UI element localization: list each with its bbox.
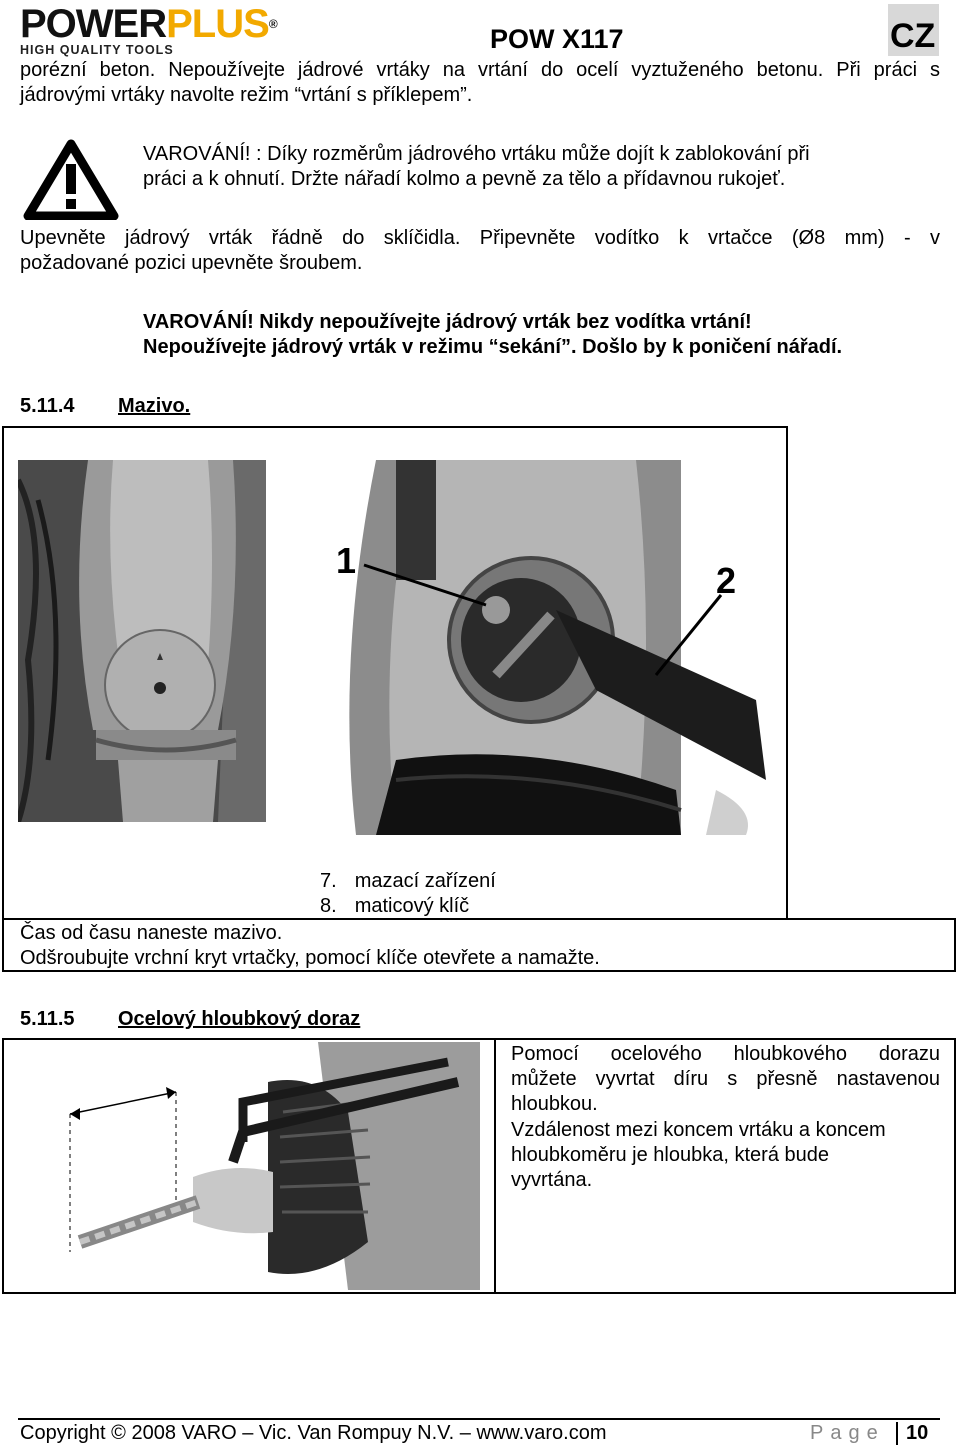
lube-note-2: Odšroubujte vrchní kryt vrtačky, pomocí klíče otevřete a namažte. <box>20 947 600 969</box>
table-row-border <box>2 918 956 920</box>
logo-registered: ® <box>268 17 277 31</box>
legend-item-7 <box>320 869 496 894</box>
depth-table-divider <box>494 1038 496 1294</box>
depth-desc-1-line-1: Pomocí ocelového hloubkového dorazu <box>511 1043 940 1065</box>
intro-line-2: jádrovými vrtáky navolte režim “vrtání s příklepem”. <box>20 84 473 106</box>
intro-line-1: porézní beton. Nepoužívejte jádrové vrtáky na vrtání do ocelí vyztuženého betonu. Při práci s <box>20 59 940 81</box>
table-right-border <box>954 918 956 972</box>
section-number-depth: 5.11.5 <box>20 1008 75 1030</box>
footer-divider <box>18 1418 940 1420</box>
depth-stop-illustration <box>18 1042 480 1290</box>
section-title-lube: Mazivo. <box>118 395 191 417</box>
logo-plus: PLUS <box>166 2 269 46</box>
lube-note-1: Čas od času naneste mazivo. <box>20 922 283 944</box>
depth-desc-1-line-3: hloubkou. <box>511 1093 598 1115</box>
legend-text: maticový klíč <box>354 895 470 917</box>
depth-desc-2-line-1: Vzdálenost mezi koncem vrtáku a koncem <box>511 1119 886 1141</box>
depth-desc-2-line-3: vyvrtána. <box>511 1169 593 1191</box>
legend-text: mazací zařízení <box>354 870 496 892</box>
model-title: POW X117 <box>490 24 624 54</box>
brand-logo <box>20 4 277 57</box>
table-top-border <box>2 426 788 428</box>
page-label: Page <box>810 1422 885 1444</box>
legend-num: 7. <box>320 870 337 892</box>
depth-desc-1-line-2: můžete vyvrtat díru s přesně nastavenou <box>511 1068 940 1090</box>
logo-tagline: HIGH QUALITY TOOLS <box>20 43 174 57</box>
section-number-lube: 5.11.4 <box>20 395 75 417</box>
wrench-open-illustration <box>336 460 772 835</box>
depth-desc-2-line-2: hloubkoměru je hloubka, která bude <box>511 1144 829 1166</box>
warning-2-line-2: Nepoužívejte jádrový vrták v režimu “sekání”. Došlo by k poničení nářadí. <box>143 336 843 358</box>
table-middle-border <box>786 426 788 920</box>
warning-1-line-2: práci a k ohnutí. Držte nářadí kolmo a pevně za tělo a přídavnou rukojeť. <box>143 168 786 190</box>
page-number: 10 <box>896 1422 928 1445</box>
mount-line-1: Upevněte jádrový vrták řádně do sklíčidla. Připevněte vodítko k vrtačce (Ø8 mm) - v <box>20 227 940 249</box>
photo-depth-stop <box>18 1042 480 1290</box>
drill-cover-illustration <box>18 460 266 822</box>
callout-2: 2 <box>716 560 737 601</box>
mount-line-2: požadované pozici upevněte šroubem. <box>20 252 363 274</box>
photo-drill-cover <box>18 460 266 822</box>
warning-2-line-1: VAROVÁNÍ! Nikdy nepoužívejte jádrový vrták bez vodítka vrtání! <box>143 311 752 333</box>
callout-1: 1 <box>336 540 357 581</box>
warning-triangle-icon <box>22 138 120 220</box>
warning-1-line-1: VAROVÁNÍ! : Díky rozměrům jádrového vrtáku může dojít k zablokování při <box>143 143 810 165</box>
legend-num: 8. <box>320 895 337 917</box>
language-code: CZ <box>888 4 939 56</box>
legend-item-8 <box>320 894 469 919</box>
footer-copyright: Copyright © 2008 VARO – Vic. Van Rompuy N.V. – www.varo.com <box>20 1422 607 1444</box>
section-title-depth: Ocelový hloubkový doraz <box>118 1008 361 1030</box>
photo-wrench-open <box>336 460 772 835</box>
table-left-border <box>2 426 4 972</box>
logo-power: POWER <box>20 2 167 46</box>
